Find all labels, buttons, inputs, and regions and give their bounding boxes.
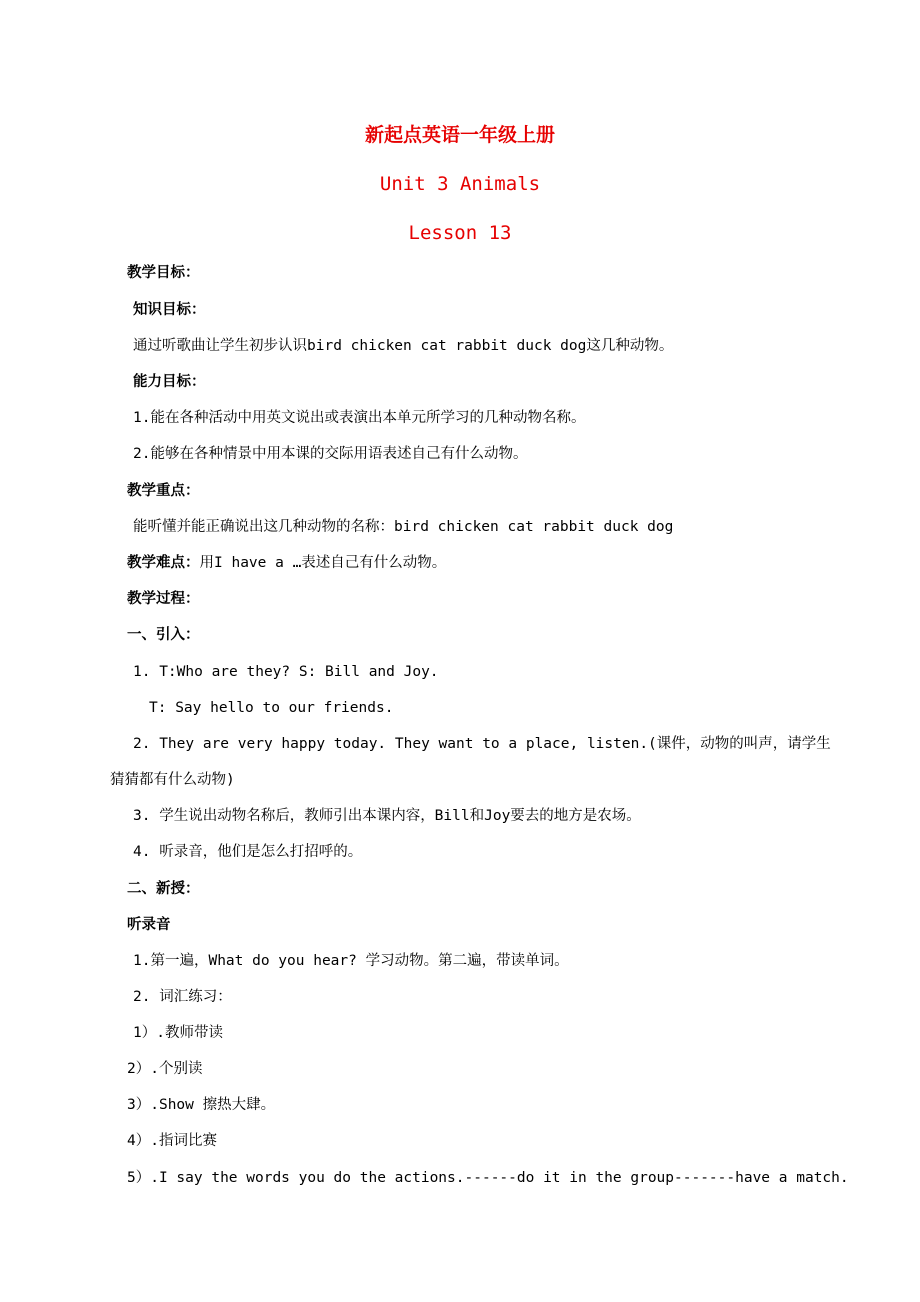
objectives-heading: 教学目标：	[127, 265, 200, 281]
ability-item-2: 2.能够在各种情景中用本课的交际用语表述自己有什么动物。	[133, 446, 528, 462]
new-item-1: 1.第一遍，What do you hear? 学习动物。第二遍，带读单词。	[133, 953, 569, 969]
process-heading: 教学过程：	[127, 591, 200, 607]
vocab-sub-item-4: 4）.指词比赛	[127, 1133, 217, 1149]
difficulty-line	[127, 553, 446, 573]
intro-item-3: 3. 学生说出动物名称后，教师引出本课内容，Bill和Joy要去的地方是农场。	[133, 808, 641, 824]
ability-heading: 能力目标：	[133, 374, 206, 390]
vocab-sub-item-5: 5）.I say the words you do the actions.------do it in the group-------have a match.	[127, 1170, 849, 1186]
ability-item-1: 1.能在各种活动中用英文说出或表演出本单元所学习的几种动物名称。	[133, 410, 586, 426]
intro-item-2-continued: 猜猜都有什么动物)	[110, 772, 235, 788]
intro-item-1: 1. T:Who are they? S: Bill and Joy.	[133, 664, 439, 680]
new-lesson-heading: 二、新授：	[127, 881, 200, 897]
vocab-sub-item-1: 1）.教师带读	[133, 1025, 223, 1041]
key-points-heading: 教学重点：	[127, 483, 200, 499]
difficulty-text: 用I have a …表述自己有什么动物。	[199, 555, 447, 571]
document-title: 新起点英语一年级上册	[364, 124, 555, 146]
unit-title: Unit 3 Animals	[379, 173, 541, 195]
intro-heading: 一、引入：	[127, 627, 200, 643]
listen-heading: 听录音	[127, 917, 171, 933]
difficulty-label: 教学难点：	[127, 555, 200, 571]
lesson-title: Lesson 13	[408, 222, 512, 244]
vocab-sub-item-2: 2）.个别读	[127, 1061, 203, 1077]
vocab-sub-item-3: 3）.Show 擦热大肆。	[127, 1097, 276, 1113]
intro-item-2: 2. They are very happy today. They want to a place, listen.(课件，动物的叫声，请学生	[133, 736, 831, 752]
knowledge-heading: 知识目标：	[133, 302, 206, 318]
intro-item-1b: T: Say hello to our friends.	[149, 700, 394, 716]
key-points-text: 能听懂并能正确说出这几种动物的名称：bird chicken cat rabbit duck dog	[133, 519, 674, 535]
knowledge-text: 通过听歌曲让学生初步认识bird chicken cat rabbit duck dog这几种动物。	[133, 338, 674, 354]
new-item-2: 2. 词汇练习：	[133, 989, 232, 1005]
intro-item-4: 4. 听录音，他们是怎么打招呼的。	[133, 844, 363, 860]
